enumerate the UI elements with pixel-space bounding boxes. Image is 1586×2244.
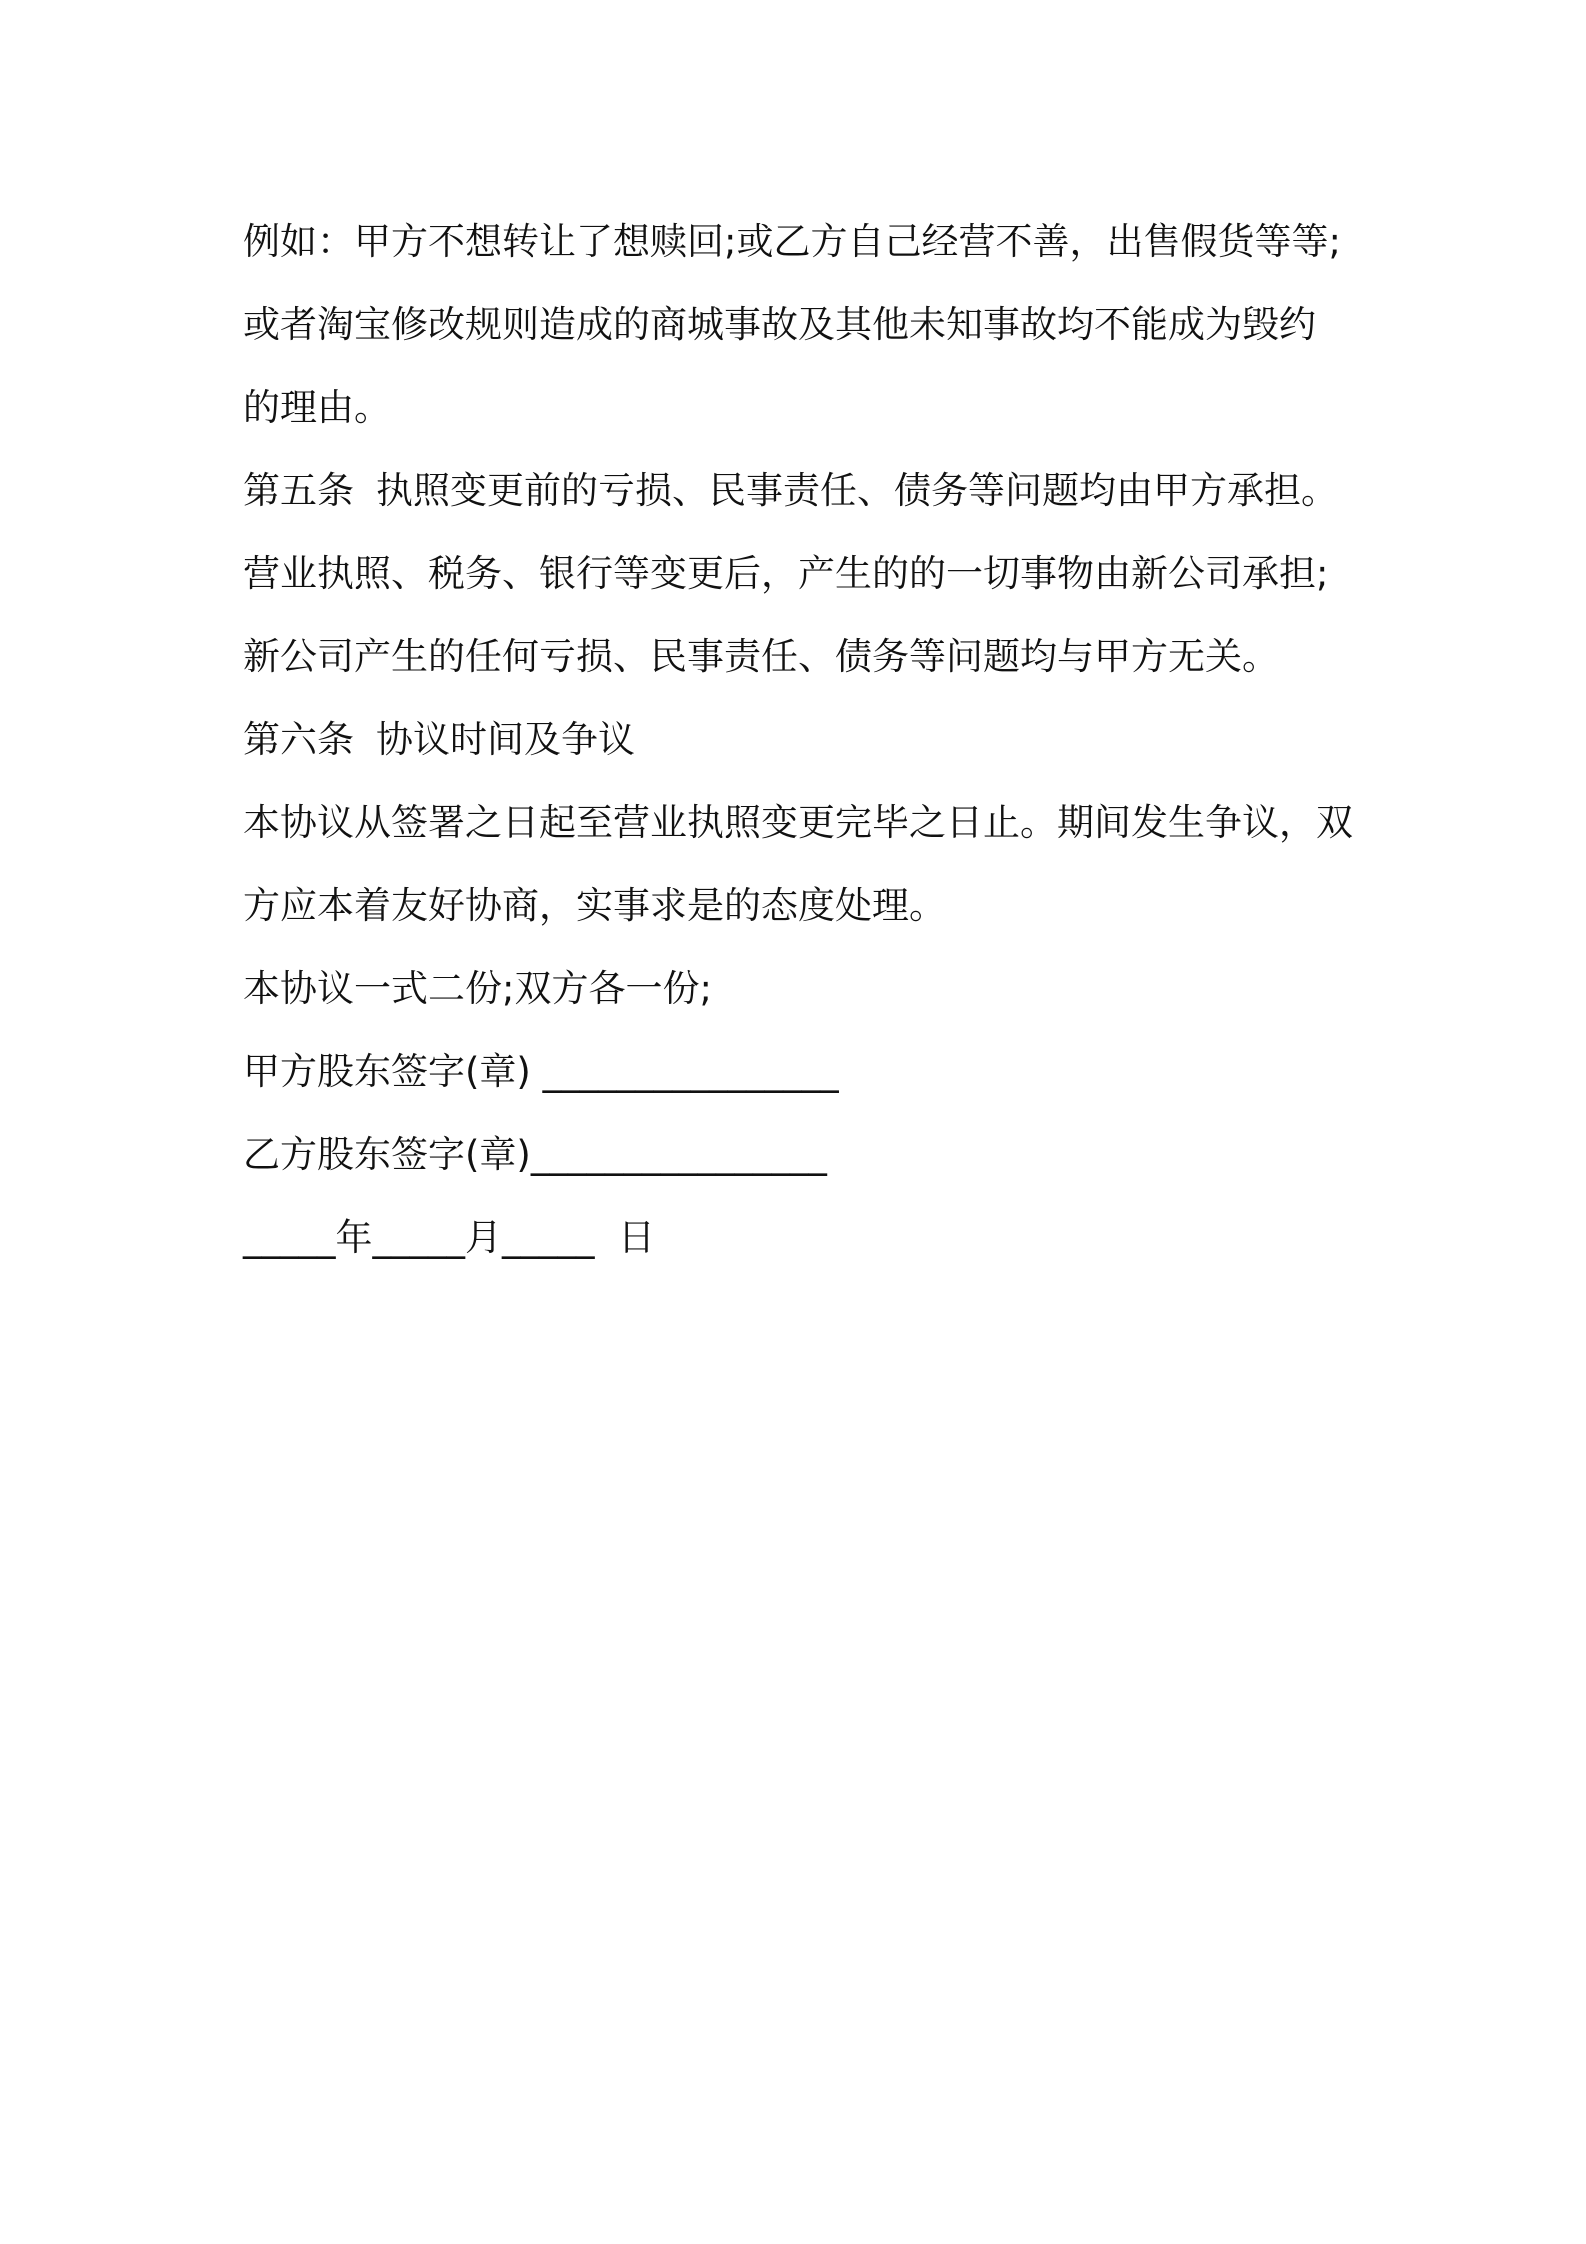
article-six-text: 协议时间及争议 [376,718,635,761]
article-five-text: 执照变更前的亏损、民事责任、债务等问题均由甲方承担。 [376,469,1338,512]
paragraph-example-line-1: 例如：甲方不想转让了想赎回;或乙方自己经营不善，出售假货等等; [243,220,1341,263]
paragraph-term-line-1: 本协议从签署之日起至营业执照变更完毕之日止。期间发生争议，双 [243,801,1353,844]
signature-party-b: 乙方股东签字(章)________________ [243,1133,827,1176]
paragraph-license-line-1: 营业执照、税务、银行等变更后，产生的的一切事物由新公司承担; [243,552,1329,595]
article-five-line [243,449,1363,532]
article-five-heading: 第五条 [243,469,354,512]
article-six-line [243,698,1363,781]
paragraph-license-line-2: 新公司产生的任何亏损、民事责任、债务等问题均与甲方无关。 [243,635,1279,678]
article-six-heading: 第六条 [243,718,354,761]
paragraph-term-line-2: 方应本着友好协商，实事求是的态度处理。 [243,884,946,927]
paragraph-example-line-2: 或者淘宝修改规则造成的商城事故及其他未知事故均不能成为毁约 [243,303,1316,346]
date-line: _____年_____月_____ 日 [243,1216,656,1259]
document-body [243,200,1363,1279]
paragraph-example-line-3: 的理由。 [243,386,391,429]
paragraph-copies-line: 本协议一式二份;双方各一份; [243,967,712,1010]
signature-party-a: 甲方股东签字(章) ________________ [243,1050,839,1093]
